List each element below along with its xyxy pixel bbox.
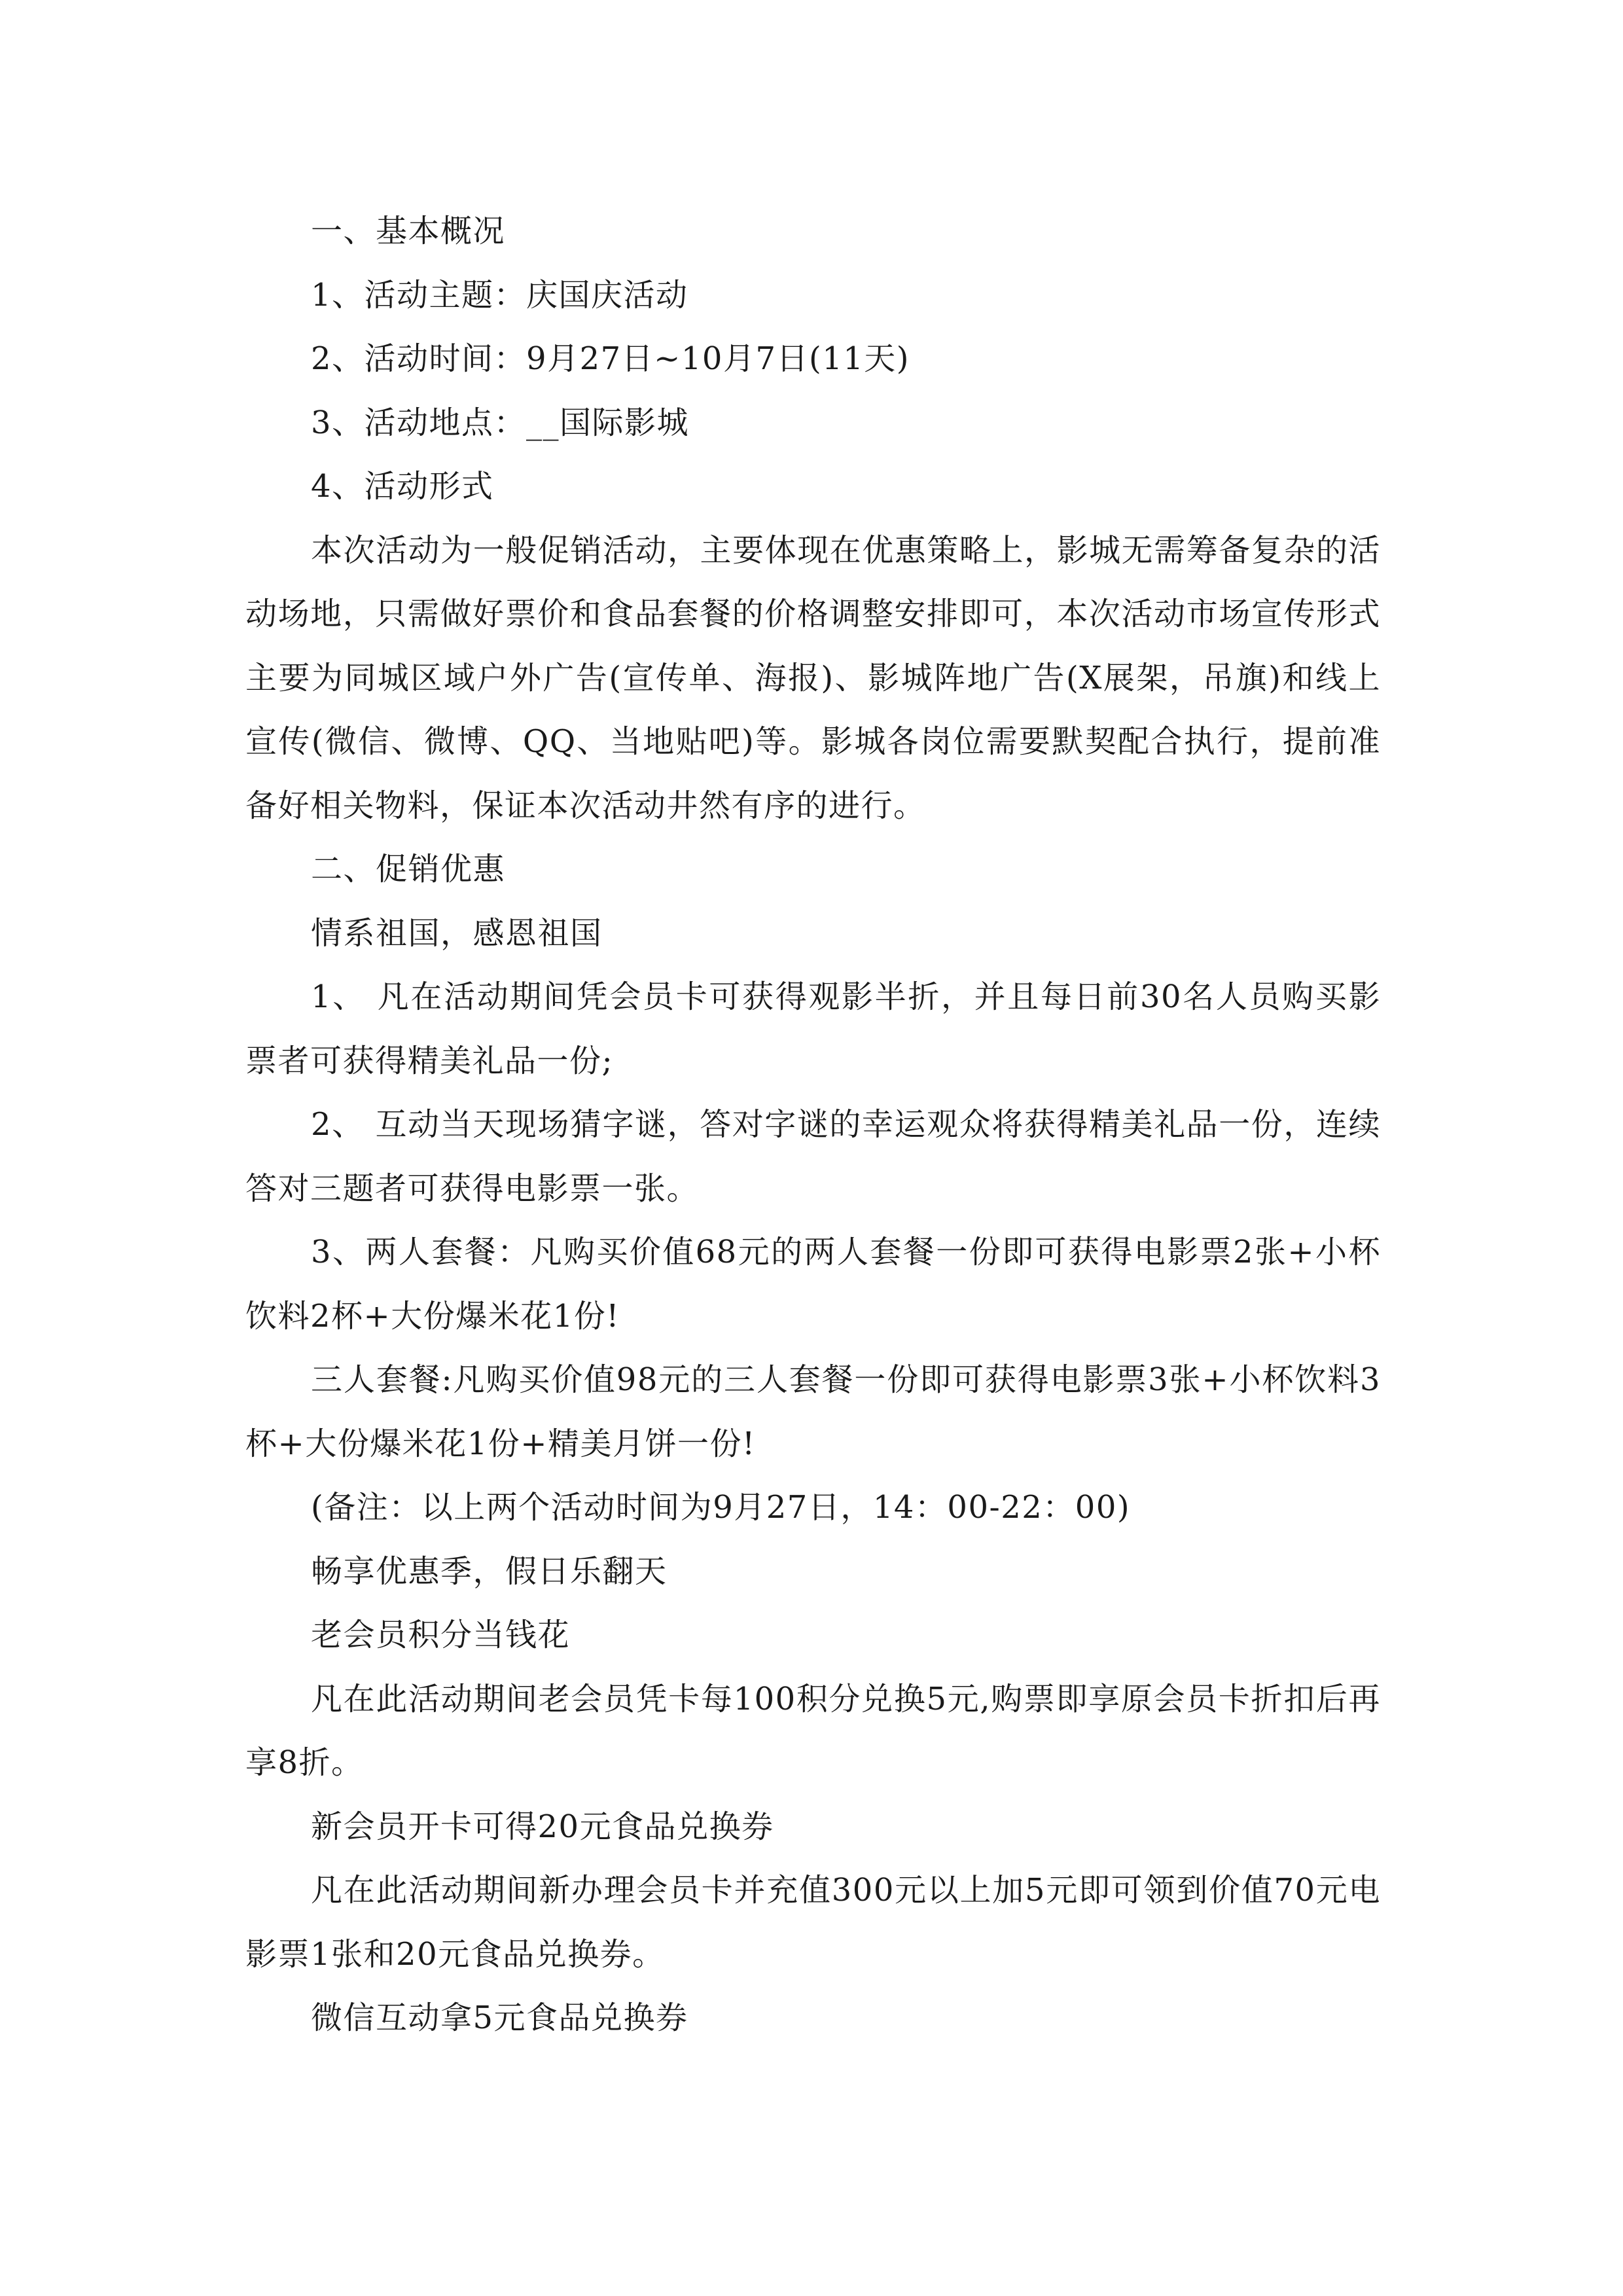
promotion-item-2: 2、 互动当天现场猜字谜，答对字谜的幸运观众将获得精美礼品一份，连续答对三题者可获得电影票一张。 bbox=[245, 1106, 1381, 1207]
promotion-item-3: 3、两人套餐：凡购买价值68元的两人套餐一份即可获得电影票2张+小杯饮料2杯+大份爆米花1份! bbox=[245, 1234, 1381, 1335]
old-member-heading: 老会员积分当钱花 bbox=[311, 1617, 571, 1653]
activity-location: 3、活动地点：__国际影城 bbox=[311, 404, 690, 441]
new-member-description: 凡在此活动期间新办理会员卡并充值300元以上加5元即可领到价值70元电影票1张和20元食品兑换券。 bbox=[245, 1872, 1381, 1973]
section-heading-basic-overview: 一、基本概况 bbox=[311, 213, 506, 249]
activity-form-heading: 4、活动形式 bbox=[311, 468, 494, 505]
document-body bbox=[245, 200, 1381, 2051]
promotion-item-1: 1、 凡在活动期间凭会员卡可获得观影半折，并且每日前30名人员购买影票者可获得精美礼品一份; bbox=[245, 978, 1381, 1079]
new-member-heading: 新会员开卡可得20元食品兑换券 bbox=[311, 1808, 774, 1845]
promotion-note: (备注：以上两个活动时间为9月27日，14：00-22：00) bbox=[311, 1489, 1131, 1526]
activity-form-description: 本次活动为一般促销活动，主要体现在优惠策略上，影城无需筹备复杂的活动场地，只需做好票价和食品套餐的价格调整安排即可，本次活动市场宣传形式主要为同城区域户外广告(宣传单、海报)、影城阵地广告(X展架，吊旗)和线上宣传(微信、微博、QQ、当地贴吧)等。影城各岗位需要默契配合执行，提前准备好相关物料，保证本次活动井然有序的进行。 bbox=[245, 531, 1381, 824]
promotion-subtitle-holiday: 畅享优惠季，假日乐翻天 bbox=[311, 1552, 668, 1590]
activity-theme: 1、活动主题：庆国庆活动 bbox=[311, 276, 688, 314]
promotion-subtitle-patriotic: 情系祖国，感恩祖国 bbox=[311, 914, 603, 952]
wechat-heading: 微信互动拿5元食品兑换券 bbox=[311, 2000, 688, 2036]
old-member-description: 凡在此活动期间老会员凭卡每100积分兑换5元,购票即享原会员卡折扣后再享8折。 bbox=[245, 1680, 1381, 1781]
promotion-three-person-set: 三人套餐:凡购买价值98元的三人套餐一份即可获得电影票3张+小杯饮料3杯+大份爆米花1份+精美月饼一份! bbox=[245, 1361, 1381, 1462]
section-heading-promotions: 二、促销优惠 bbox=[311, 851, 506, 888]
activity-time: 2、活动时间：9月27日~10月7日(11天) bbox=[311, 340, 910, 377]
